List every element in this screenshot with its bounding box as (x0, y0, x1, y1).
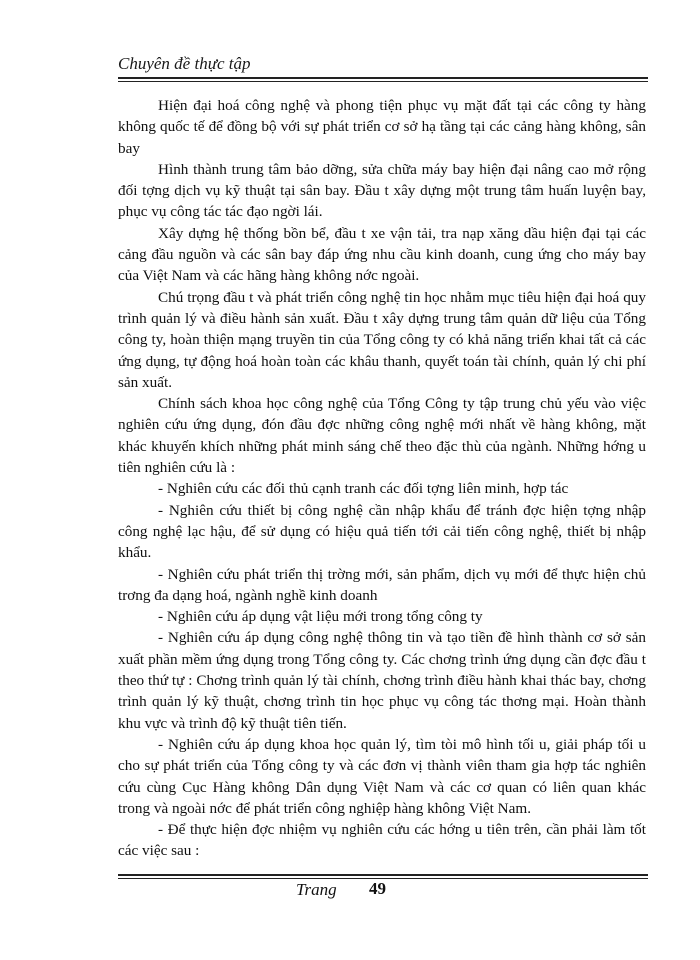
header-rule-bottom (118, 81, 648, 82)
paragraph-3: Xây dựng hệ thống bồn bể, đầu t xe vận tải, tra nạp xăng dầu hiện đại tại các cảng đầu nguồn và các sân bay đáp ứng nhu cầu kinh doanh, cung ứng cho máy bay của Việt Nam và các hãng hàng không nớc ngoài. (118, 224, 646, 285)
document-body (118, 95, 646, 862)
paragraph-2: Hình thành trung tâm bảo dỡng, sửa chữa máy bay hiện đại nâng cao mở rộng đối tợng dịch vụ kỹ thuật tại sân bay. Đầu t xây dựng một trung tâm huấn luyện bay, phục vụ công tác tác đạo ngời lái. (118, 160, 646, 221)
header-title: Chuyên đề thực tập (118, 54, 251, 73)
header-rule-top (118, 77, 648, 79)
footer-page-label: Trang (296, 880, 337, 899)
list-item-7: - Để thực hiện đợc nhiệm vụ nghiên cứu các hớng u tiên trên, cần phải làm tốt các việc sau : (118, 821, 646, 860)
footer-rule-top (118, 874, 648, 876)
page-footer (118, 874, 648, 914)
page-number: 49 (369, 879, 386, 898)
list-item-3: - Nghiên cứu phát triển thị trờng mới, sản phẩm, dịch vụ mới để thực hiện chủ trơng đa dạng hoá, ngành nghề kinh doanh (118, 565, 646, 604)
list-item-4: - Nghiên cứu áp dụng vật liệu mới trong tổng công ty (158, 608, 483, 626)
paragraph-5: Chính sách khoa học công nghệ của Tổng Công ty tập trung chủ yếu vào việc nghiên cứu ứng dụng, đón đầu đợc những công nghệ mới nhất về hàng không, mặt khác khuyến khích những phát minh sáng chế theo đặc thù của ngành. Những hớng u tiên nghiên cứu là : (118, 395, 646, 477)
list-item-6: - Nghiên cứu áp dụng khoa học quản lý, tìm tòi mô hình tối u, giải pháp tối u cho sự phát triển của Tổng công ty và các đơn vị thành viên tham gia hợp tác nghiên cứu cùng Cục Hàng không Dân dụng Việt Nam và các cơ quan có liên quan khác trong và ngoài nớc để phát triển công nghiệp hàng không Việt Nam. (118, 735, 646, 817)
list-item-5: - Nghiên cứu áp dụng công nghệ thông tin và tạo tiền đề hình thành cơ sở sản xuất phần mềm ứng dụng trong Tổng công ty. Các chơng trình ứng dụng cần đợc đầu t theo thứ tự : Chơng trình quản lý tài chính, chơng trình điều hành khai thác bay, chơng trình quản lý kỹ thuật, chơng trình tin học phục vụ công tác thơng mại. Hoàn thành khu vực và trình độ kỹ thuật tiên tiến. (118, 629, 646, 732)
paragraph-1: Hiện đại hoá công nghệ và phong tiện phục vụ mặt đất tại các công ty hàng không quốc tế để đồng bộ với sự phát triển cơ sở hạ tầng tại các cảng hàng không, sân bay (118, 97, 646, 157)
list-item-1: - Nghiên cứu các đối thủ cạnh tranh các đối tợng liên minh, hợp tác (158, 480, 569, 498)
paragraph-4: Chú trọng đầu t và phát triển công nghệ tin học nhằm mục tiêu hiện đại hoá quy trình quản lý và điều hành sản xuất. Đầu t xây dựng trung tâm quản dữ liệu của Tổng công ty, hoàn thiện mạng truyền tin của Tổng công ty có khả năng triển khai tất cả các ứng dụng, tự động hoá hoàn toàn các khâu thanh, quyết toán tài chính, quản lý chi phí sản xuất. (118, 288, 646, 391)
list-item-2: - Nghiên cứu thiết bị công nghệ cần nhập khẩu để tránh đợc hiện tợng nhập công nghệ lạc hậu, để sử dụng có hiệu quả tiến tới cải tiến công nghệ, thiết bị nhập khẩu. (118, 501, 646, 562)
page-header (118, 50, 648, 80)
